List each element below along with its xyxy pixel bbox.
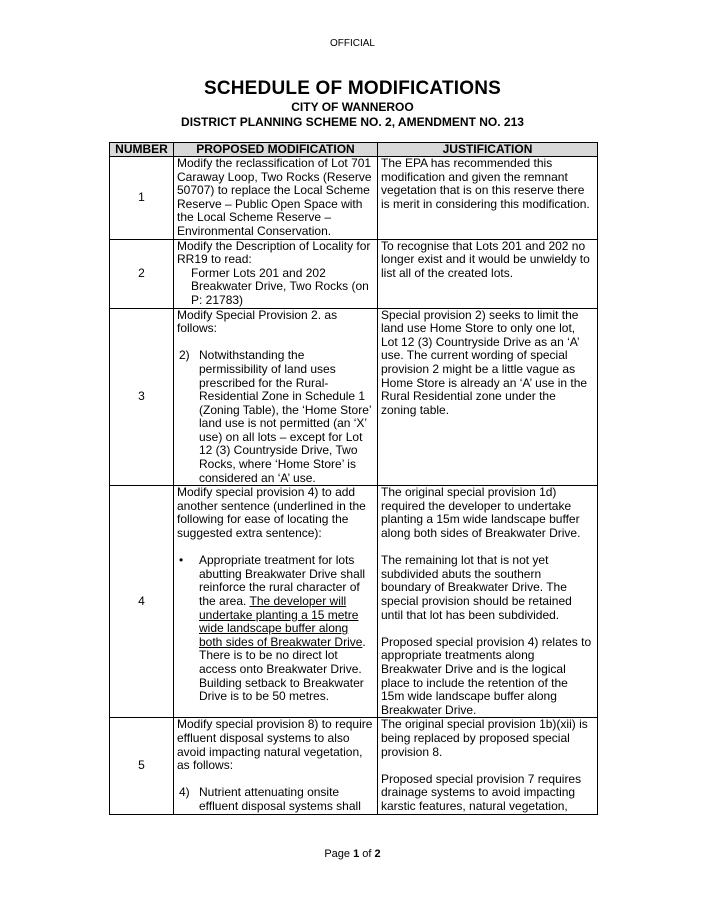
justification-cell: [378, 718, 598, 814]
table-row: [110, 718, 598, 814]
table-row: [110, 157, 598, 240]
modification-intro: Modify special provision 8) to require effluent disposal systems to also avoid impacting natural vegetation, as follows:: [177, 717, 373, 773]
justification-paragraph: Proposed special provision 7 requires drainage systems to avoid impacting karstic features, natural vegetation,: [381, 771, 582, 813]
modification-text: Modify the reclassification of Lot 701 Caraway Loop, Two Rocks (Reserve 50707) to replace the Local Scheme Reserve – Public Open Space with the Local Scheme Reserve – Environmental Conservation.: [177, 156, 372, 238]
page-total: 2: [374, 848, 381, 860]
provision-marker: 4): [179, 785, 190, 800]
table-row: [110, 486, 598, 718]
document-title: SCHEDULE OF MODIFICATIONS: [203, 78, 502, 99]
column-header-justification: JUSTIFICATION: [378, 143, 598, 157]
justification-paragraph: The original special provision 1b)(xii) is being replaced by proposed special provision 8.: [381, 717, 588, 759]
modification-cell: [174, 239, 378, 308]
modification-intro: Modify special provision 4) to add another sentence (underlined in the following for ease of locating the suggested extra sentence):: [177, 485, 366, 541]
column-header-modification: PROPOSED MODIFICATION: [174, 143, 378, 157]
justification-paragraph: The remaining lot that is not yet subdivided abuts the southern boundary of Breakwater Drive. The special provision should be retained until that lot has been subdivided.: [381, 553, 572, 622]
justification-paragraph: Proposed special provision 4) relates to appropriate treatments along Breakwater Drive and is the logical place to include the retention of the 15m wide landscape buffer along Breakwater Drive.: [381, 634, 592, 717]
amendment-name: DISTRICT PLANNING SCHEME NO. 2, AMENDMENT NO. 213: [181, 115, 524, 129]
provision-marker: 2): [179, 348, 190, 363]
modification-quote: Former Lots 201 and 202 Breakwater Drive, Two Rocks (on P: 21783): [191, 265, 369, 307]
modification-cell: [174, 308, 378, 486]
justification-text: Special provision 2) seeks to limit the land use Home Store to only one lot, Lot 12 (3) Countryside Drive as an ‘A’ use. The current wording of special provision 2 might be a little vague as Home Store is already an ‘A’ use in the Rural Residential zone under the zoning table.: [381, 307, 588, 417]
justification-paragraph: The original special provision 1d) required the developer to undertake planting a 15m wide landscape buffer along both sides of Breakwater Drive.: [381, 485, 581, 541]
justification-cell: [378, 239, 598, 308]
justification-cell: [378, 308, 598, 486]
page-separator: of: [359, 848, 375, 860]
provision-text: Nutrient attenuating onsite effluent disposal systems shall: [199, 785, 361, 813]
justification-text: The EPA has recommended this modification and given the remnant vegetation that is on this reserve there is merit in considering this modification.: [381, 156, 590, 211]
underlined-sentence: The developer will undertake planting a 15 metre wide landscape buffer along both sides of Breakwater Drive: [199, 594, 363, 649]
page-current: 1: [353, 848, 360, 860]
bullet-marker: •: [179, 553, 184, 568]
row-number: 3: [110, 308, 174, 486]
provision-text: Notwithstanding the permissibility of land uses prescribed for the Rural-Residential Zone in Schedule 1 (Zoning Table), the ‘Home Store’ land use is not permitted (an ‘X’ use) on all lots – except for Lot 12 (3) Countryside Drive, Two Rocks, where ‘Home Store’ is considered an ‘A’ use.: [199, 348, 372, 485]
row-number: 5: [110, 718, 174, 814]
column-header-number: NUMBER: [110, 143, 174, 157]
classification-label: OFFICIAL: [329, 38, 375, 49]
justification-cell: [378, 486, 598, 718]
provision-item: [177, 349, 374, 485]
modification-cell: [174, 157, 378, 240]
table-row: [110, 308, 598, 486]
justification-text: To recognise that Lots 201 and 202 no longer exist and it would be unwieldy to list all of the created lots.: [381, 238, 590, 280]
modification-intro: Modify the Description of Locality for RR19 to read:: [177, 238, 371, 267]
modification-cell: [174, 486, 378, 718]
page-number: [0, 848, 705, 860]
council-name: CITY OF WANNEROO: [291, 100, 414, 114]
provision-item: [177, 786, 374, 813]
table-header-row: [110, 143, 598, 157]
bullet-text: Appropriate treatment for lots abutting Breakwater Drive shall reinforce the rural character of the area.: [199, 553, 366, 608]
page-prefix: Page: [324, 848, 354, 860]
modification-intro: Modify Special Provision 2. as follows:: [177, 307, 338, 336]
row-number: 1: [110, 157, 174, 240]
bullet-text-continued: . There is to be no direct lot access onto Breakwater Drive. Building setback to Breakwater Drive is to be 50 metres.: [199, 634, 366, 704]
justification-cell: [378, 157, 598, 240]
modification-cell: [174, 718, 378, 814]
provision-bullet: [177, 554, 374, 704]
row-number: 2: [110, 239, 174, 308]
row-number: 4: [110, 486, 174, 718]
table-row: [110, 239, 598, 308]
modifications-table: [109, 142, 598, 815]
